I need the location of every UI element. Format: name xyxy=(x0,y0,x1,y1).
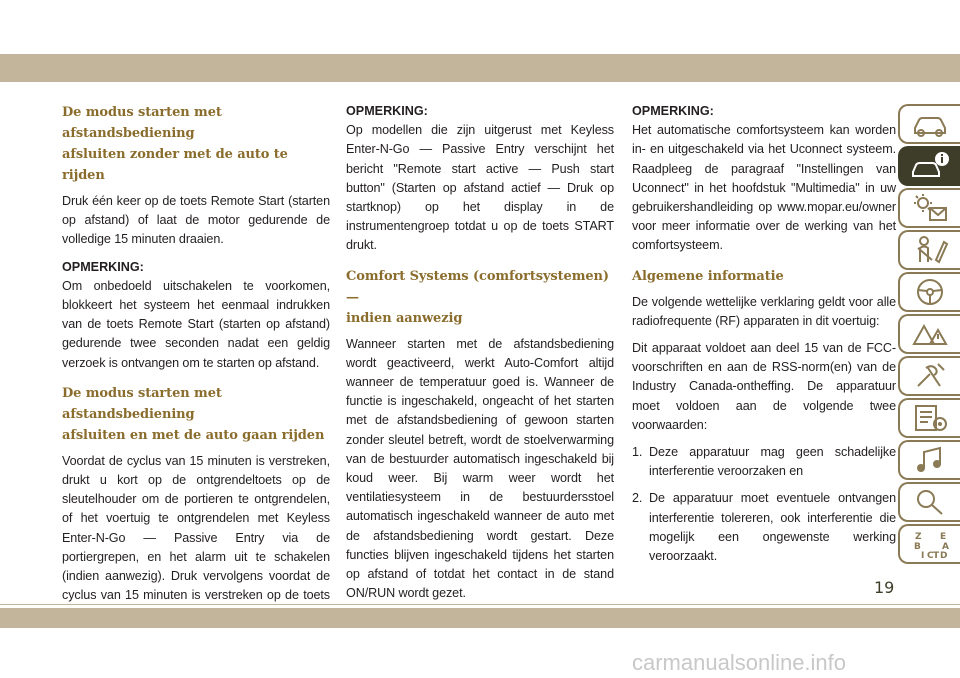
tab-specifications[interactable] xyxy=(898,398,960,438)
search-tab-icon xyxy=(910,486,950,518)
chapter-tabs xyxy=(898,104,960,566)
note-text: Om onbedoeld uitschakelen te voorkomen, blokkeert het systeem het eenmaal indrukken van de toets Remote Start (starten op afstand) gedurende twee seconden nadat een geldig verzoek is ontvangen om te starten op afstand. xyxy=(62,278,330,370)
section-heading: De modus starten met afstandsbediening afsluiten zonder met de auto te rijden xyxy=(62,105,288,183)
note-label: OPMERKING: xyxy=(346,104,428,118)
svg-text:I: I xyxy=(921,551,925,560)
steering-wheel-tab-icon xyxy=(910,276,950,308)
tools-tab-icon xyxy=(910,360,950,392)
top-decorative-band xyxy=(0,54,960,82)
svg-text:A: A xyxy=(942,542,949,552)
svg-text:D: D xyxy=(940,551,948,560)
conditions-list xyxy=(632,443,896,566)
svg-text:T: T xyxy=(933,551,940,560)
svg-text:Z: Z xyxy=(915,532,922,542)
note-label: OPMERKING: xyxy=(632,104,714,118)
tab-vehicle[interactable] xyxy=(898,104,960,144)
column-middle xyxy=(346,102,614,611)
bottom-rule xyxy=(0,604,960,605)
car-info-tab-icon xyxy=(910,150,950,182)
svg-text:B: B xyxy=(914,542,921,552)
multimedia-tab-icon xyxy=(910,444,950,476)
list-item: 2. De apparatuur moet eventuele ontvangen interferentie tolereren, ook interferentie die mogelijk een ongewenste werking veroorzaakt. xyxy=(632,491,896,564)
note-text: Het automatische comfortsysteem kan worden in- en uitgeschakeld via het Uconnect systeem. Raadpleeg de paragraaf "Instellingen van Uconnect" in het hoofdstuk "Multimedia" in uw gebruikershandleiding op www.mopar.eu/owner voor meer informatie over de werking van het comfortsysteem. xyxy=(632,123,896,253)
note-label: OPMERKING: xyxy=(62,259,144,274)
note-text: Op modellen die zijn uitgerust met Keyless Enter-N-Go — Passive Entry verschijnt het bericht "Remote start active — Push start button" (Starten op afstand actief — Druk op startknop) op het display in de instrumentengroep totdat u op de toets START drukt. xyxy=(346,123,614,253)
tab-index[interactable] xyxy=(898,524,960,564)
svg-text:C: C xyxy=(927,551,934,560)
paragraph: Voordat de cyclus van 15 minuten is verstreken, drukt u kort op de ontgrendeltoets op de sleutelhouder om de portieren te ontgrendelen, of het voertuig te ontgrendelen met Keyless Enter-N-Go — Passive Entry via de portiergrepen, en het alarm uit te schakelen (indien aanwezig). Druk vervolgens voordat de cyclus van 15 minuten is verstreken op de toets xyxy=(62,453,330,603)
section-heading: Comfort Systems (comfortsystemen) — indien aanwezig xyxy=(346,268,609,326)
seatbelt-airbag-tab-icon xyxy=(910,234,950,266)
tab-safety[interactable] xyxy=(898,230,960,270)
tab-getting-to-know[interactable] xyxy=(898,146,960,186)
watermark: carmanualsonline.info xyxy=(632,650,847,675)
note-block xyxy=(62,258,330,373)
index-tab-icon xyxy=(910,528,950,560)
tab-starting-driving[interactable] xyxy=(898,272,960,312)
note-block xyxy=(346,102,614,256)
tab-multimedia[interactable] xyxy=(898,440,960,480)
note-block xyxy=(632,102,896,256)
list-item: 1. Deze apparatuur mag geen schadelijke interferentie veroorzaken en xyxy=(632,445,896,479)
warning-lights-tab-icon xyxy=(910,192,950,224)
tab-warning-lights[interactable] xyxy=(898,188,960,228)
specifications-tab-icon xyxy=(910,402,950,434)
tab-emergency[interactable] xyxy=(898,314,960,354)
paragraph: De volgende wettelijke verklaring geldt voor alle radiofrequente (RF) apparaten in dit voertuig: xyxy=(632,294,896,328)
svg-text:E: E xyxy=(940,532,947,542)
breakdown-triangle-tab-icon xyxy=(910,318,950,350)
section-heading: Algemene informatie xyxy=(632,268,784,284)
paragraph: Druk één keer op de toets Remote Start (starten op afstand) of laat de motor gedurende de volledige 15 minuten draaien. xyxy=(62,194,330,247)
column-left xyxy=(62,102,330,633)
page-number: 19 xyxy=(874,578,895,597)
column-right xyxy=(632,102,896,574)
car-tab-icon xyxy=(910,108,950,140)
paragraph: Wanneer starten met de afstandsbediening wordt geactiveerd, werkt Auto-Comfort altijd wanneer de temperatuur goed is. Wanneer de functie is ingeschakeld, ongeacht of het starten met de afstandsbediening of gewoon starten zonder sleutel betreft, wordt de stoelverwarming van de bestuurder automatisch ingeschakeld bij koud weer. Bij warm weer wordt het ventilatiesysteem in de bestuurdersstoel automatisch ingeschakeld wanneer de auto met de afstandsbediening wordt gestart. Deze functies blijven ingeschakeld tijdens het starten op afstand of totdat het contact in de stand ON/RUN wordt gezet. xyxy=(346,336,614,601)
bottom-decorative-band xyxy=(0,608,960,628)
paragraph: Dit apparaat voldoet aan deel 15 van de FCC-voorschriften en aan de RSS-norm(en) van de Industry Canada-ontheffing. De apparatuur moet voldoen aan de volgende twee voorwaarden: xyxy=(632,341,896,432)
section-heading: De modus starten met afstandsbediening afsluiten en met de auto gaan rijden xyxy=(62,385,325,443)
tab-customer-assistance[interactable] xyxy=(898,482,960,522)
tab-servicing[interactable] xyxy=(898,356,960,396)
